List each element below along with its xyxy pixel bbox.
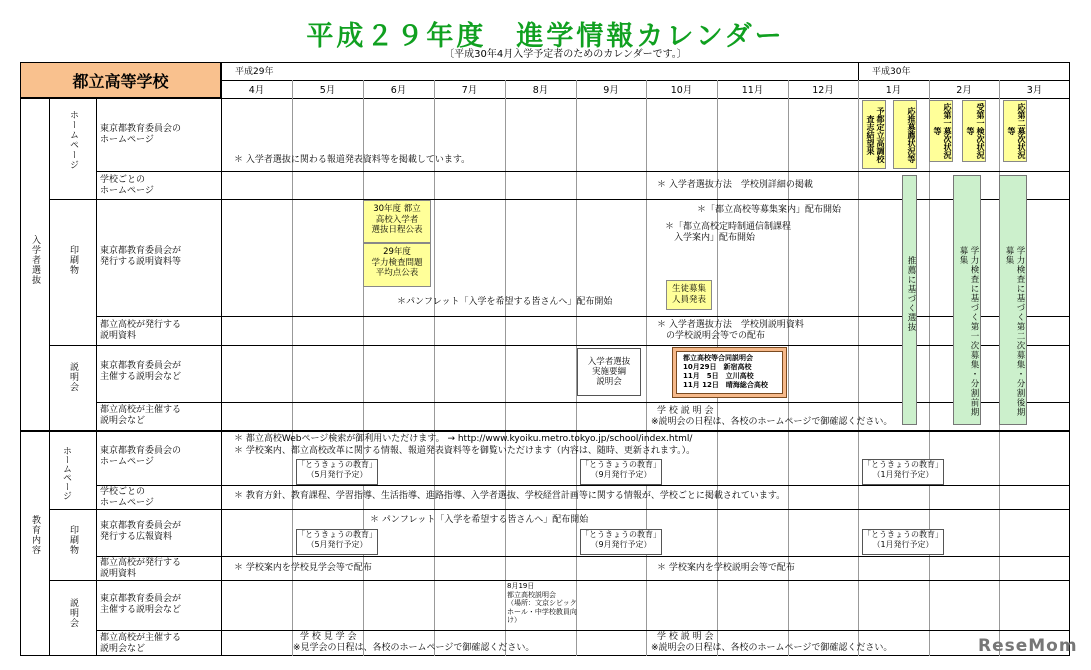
green-bar-recommend [902, 175, 917, 425]
cat-print-education: 印刷物 [68, 525, 78, 555]
recruit-number-box: 生徒募集 人員発表 [666, 280, 712, 310]
note: ＊ 都立高校Webページ検索が御利用いただけます。 → http://www.kyoiku.metro.tokyo.jp/school/index.html/ [234, 434, 693, 444]
joint-briefing-text: 都立高校等合同説明会 10月29日 新宿高校 11月 5日 立川高校 11月 12日 晴海総合高校 [676, 351, 783, 394]
average-score-box: 29年度 学力検査問題 平均点公表 [363, 243, 431, 287]
joint-briefing-box [672, 347, 787, 398]
publication-sep: 「とうきょうの教育」 （9月発行予定） [580, 529, 662, 555]
month-header: 1月 [885, 85, 902, 96]
green-bar-label: 学力検査に基づく第二次募集・分割後期募集 [1004, 246, 1025, 417]
note: ＊ 入学者選抜に関わる報道発表資料等を掲載しています。 [234, 155, 471, 165]
note: ＊ 入学者選抜方法 学校別詳細の掲載 [657, 180, 813, 190]
note: ※見学会の日程は、各校のホームページで御確認ください。 [293, 643, 535, 653]
month-header: 7月 [461, 85, 478, 96]
note: ＊パンフレット「入学を希望する皆さんへ」配布開始 [397, 297, 613, 307]
note: ＊「都立高校定時制通信制課程 入学案内」配布開始 [665, 222, 792, 243]
row-label: 東京都教育委員会が 主催する説明会など [100, 361, 182, 382]
row-label: 都立高校が発行する 説明資料 [100, 558, 182, 579]
resemom-logo: ReseMom [978, 636, 1078, 656]
school-type-header: 都立高等学校 [20, 62, 221, 98]
aug-briefing-note: 8月19日 都立高校説明会 （場所：文京シビック ホール・中学校教員向 け） [507, 582, 577, 624]
page-subtitle: 〔平成30年4月入学予定者のためのカレンダーです。〕 [444, 49, 687, 60]
page-title: 平成２９年度 進学情報カレンダー [306, 21, 785, 52]
month-header: 6月 [390, 85, 407, 96]
row-label: 東京都教育委員会が 発行する説明資料等 [100, 246, 182, 267]
publication-sep: 「とうきょうの教育」 （9月発行予定） [580, 459, 662, 485]
row-label: 東京都教育委員会が 発行する広報資料 [100, 521, 182, 542]
status-box: 受第一検次状況等 [962, 100, 986, 162]
month-header: 11月 [741, 85, 764, 96]
month-header: 4月 [248, 85, 265, 96]
note: 学 校 説 明 会 [657, 632, 714, 642]
green-bar-label: 学力検査に基づく第一次募集・分割前期募集 [958, 246, 979, 417]
row-label: 都立高校が発行する 説明資料 [100, 320, 182, 341]
row-label: 都立高校が主催する 説明会など [100, 405, 182, 426]
note: ＊ 教育方針、教育課程、学習指導、生活指導、進路指導、入学者選抜、学校経営計画等に関する情報が、学校ごとに掲載されています。 [234, 491, 786, 501]
note: ＊ 学校案内を学校説明会等で配布 [657, 563, 795, 573]
month-header: 2月 [956, 85, 972, 96]
row-label: 東京都教育委員会が 主催する説明会など [100, 594, 182, 615]
month-header: 5月 [319, 85, 336, 96]
row-label: 学校ごとの ホームページ [100, 175, 154, 196]
row-label: 東京都教育委員会の ホームページ [100, 124, 182, 145]
note: ＊ 学校案内、都立高校改革に関する情報、報道発表資料等を御覧いただけます（内容は、随時、更新されます。）。 [234, 446, 696, 456]
month-header: 9月 [603, 85, 619, 96]
month-header: 8月 [532, 85, 549, 96]
era-2018: 平成30年 [872, 67, 911, 77]
status-box: 応推募薦状況等 [893, 100, 917, 169]
publication-jan: 「とうきょうの教育」 （1月発行予定） [862, 529, 944, 555]
month-header: 10月 [670, 85, 693, 96]
section-education: 教育内容 [30, 515, 40, 555]
note: ＊ パンフレット「入学を希望する皆さんへ」配布開始 [370, 515, 589, 525]
cat-homepage-education: ホームページ [61, 446, 71, 500]
row-label: 都立高校が主催する 説明会など [100, 633, 182, 654]
note: ※説明会の日程は、各校のホームページで御確認ください。 [651, 643, 893, 653]
publication-may: 「とうきょうの教育」 （5月発行予定） [296, 529, 378, 555]
cat-print-admission: 印刷物 [68, 245, 78, 275]
note: ＊ 入学者選抜方法 学校別説明資料 の学校説明会等での配布 [657, 320, 804, 341]
note: ※説明会の日程は、各校のホームページで御確認ください。 [651, 417, 893, 427]
note: 学 校 説 明 会 [657, 406, 714, 416]
note: ＊「都立高校等募集案内」配布開始 [697, 205, 842, 215]
status-box: 応第二募次状況等 [1003, 100, 1027, 162]
month-header: 12月 [812, 85, 834, 96]
schedule-announce-box: 30年度 都立 高校入学者 選抜日程公表 [363, 200, 431, 243]
month-header: 3月 [1026, 85, 1043, 96]
cat-briefing-education: 説明会 [68, 598, 78, 628]
green-bar-first [953, 175, 981, 425]
row-label: 東京都教育委員会の ホームページ [100, 446, 182, 467]
row-label: 学校ごとの ホームページ [100, 487, 154, 508]
cat-homepage-admission: ホームページ [68, 110, 78, 170]
era-2017: 平成29年 [235, 67, 274, 77]
publication-may: 「とうきょうの教育」 （5月発行予定） [296, 459, 378, 485]
green-bar-second [999, 175, 1027, 425]
status-box: 応第一募次状況等 [929, 100, 953, 162]
section-admission: 入学者選抜 [30, 235, 40, 285]
note: 学 校 見 学 会 [300, 632, 357, 642]
guideline-briefing-box: 入学者選抜 実施要綱 説明会 [577, 348, 641, 396]
publication-jan: 「とうきょうの教育」 （1月発行予定） [862, 459, 944, 485]
note: ＊ 学校案内を学校見学会等で配布 [234, 563, 372, 573]
green-bar-label: 推薦に基づく選抜 [906, 256, 916, 332]
status-box: 予都定立高調校査志結望果 [862, 100, 886, 169]
cat-briefing-admission: 説明会 [68, 362, 78, 392]
